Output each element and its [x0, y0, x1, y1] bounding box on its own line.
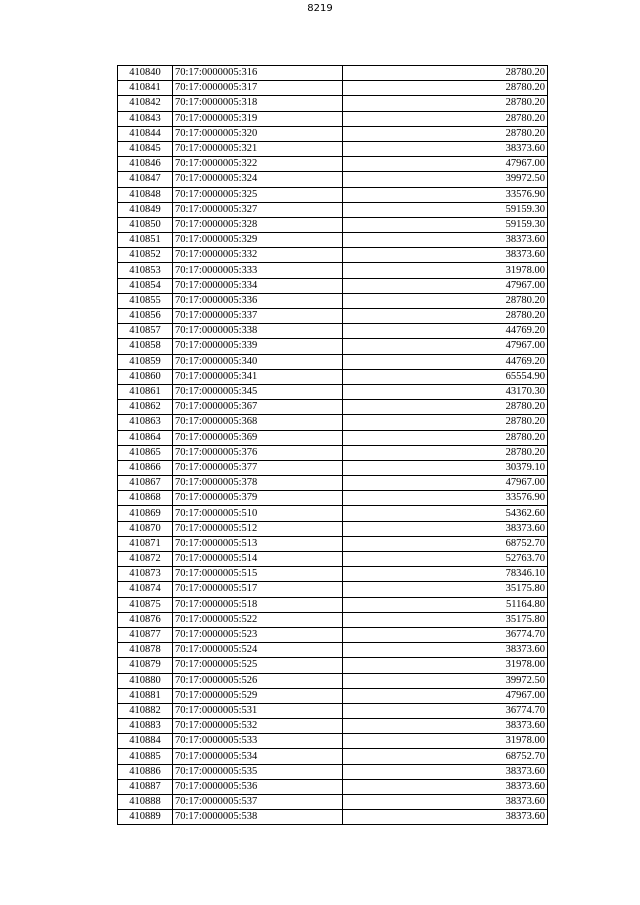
cadastral-number-cell: 70:17:0000005:337: [173, 309, 343, 324]
table-row: [118, 233, 548, 248]
cadastral-value-cell: 44769.20: [343, 354, 548, 369]
cadastral-value-cell: 38373.60: [343, 233, 548, 248]
row-number-cell: 410860: [118, 369, 173, 384]
cadastral-number-cell: 70:17:0000005:333: [173, 263, 343, 278]
row-number-cell: 410850: [118, 217, 173, 232]
table-row: [118, 172, 548, 187]
cadastral-number-cell: 70:17:0000005:340: [173, 354, 343, 369]
table-row: [118, 309, 548, 324]
cadastral-number-cell: 70:17:0000005:316: [173, 66, 343, 81]
table-row: [118, 157, 548, 172]
cadastral-value-cell: 38373.60: [343, 248, 548, 263]
table-row: [118, 536, 548, 551]
table-row: [118, 248, 548, 263]
cadastral-number-cell: 70:17:0000005:318: [173, 96, 343, 111]
table-row: [118, 415, 548, 430]
table-row: [118, 506, 548, 521]
table-row: [118, 202, 548, 217]
table-row: [118, 354, 548, 369]
table-row: [118, 597, 548, 612]
row-number-cell: 410846: [118, 157, 173, 172]
cadastral-value-cell: 54362.60: [343, 506, 548, 521]
row-number-cell: 410875: [118, 597, 173, 612]
cadastral-number-cell: 70:17:0000005:514: [173, 552, 343, 567]
row-number-cell: 410856: [118, 309, 173, 324]
row-number-cell: 410844: [118, 126, 173, 141]
cadastral-value-cell: 47967.00: [343, 157, 548, 172]
table-row: [118, 111, 548, 126]
row-number-cell: 410852: [118, 248, 173, 263]
row-number-cell: 410881: [118, 688, 173, 703]
cadastral-number-cell: 70:17:0000005:515: [173, 567, 343, 582]
cadastral-value-cell: 65554.90: [343, 369, 548, 384]
row-number-cell: 410866: [118, 460, 173, 475]
row-number-cell: 410879: [118, 658, 173, 673]
table-row: [118, 810, 548, 825]
cadastral-number-cell: 70:17:0000005:328: [173, 217, 343, 232]
cadastral-number-cell: 70:17:0000005:518: [173, 597, 343, 612]
table-row: [118, 126, 548, 141]
row-number-cell: 410870: [118, 521, 173, 536]
cadastral-number-cell: 70:17:0000005:526: [173, 673, 343, 688]
row-number-cell: 410848: [118, 187, 173, 202]
cadastral-number-cell: 70:17:0000005:538: [173, 810, 343, 825]
row-number-cell: 410874: [118, 582, 173, 597]
row-number-cell: 410869: [118, 506, 173, 521]
cadastral-value-cell: 44769.20: [343, 324, 548, 339]
cadastral-value-cell: 28780.20: [343, 293, 548, 308]
cadastral-value-cell: 30379.10: [343, 460, 548, 475]
table-row: [118, 658, 548, 673]
cadastral-number-cell: 70:17:0000005:322: [173, 157, 343, 172]
cadastral-number-cell: 70:17:0000005:531: [173, 703, 343, 718]
cadastral-number-cell: 70:17:0000005:517: [173, 582, 343, 597]
table-row: [118, 719, 548, 734]
table-row: [118, 460, 548, 475]
cadastral-value-cell: 38373.60: [343, 764, 548, 779]
cadastral-number-cell: 70:17:0000005:522: [173, 612, 343, 627]
cadastral-number-cell: 70:17:0000005:345: [173, 384, 343, 399]
cadastral-number-cell: 70:17:0000005:338: [173, 324, 343, 339]
cadastral-number-cell: 70:17:0000005:525: [173, 658, 343, 673]
row-number-cell: 410847: [118, 172, 173, 187]
table-row: [118, 673, 548, 688]
row-number-cell: 410887: [118, 779, 173, 794]
row-number-cell: 410863: [118, 415, 173, 430]
table-row: [118, 491, 548, 506]
cadastral-value-cell: 28780.20: [343, 111, 548, 126]
cadastral-number-cell: 70:17:0000005:327: [173, 202, 343, 217]
table-row: [118, 278, 548, 293]
cadastral-value-cell: 28780.20: [343, 415, 548, 430]
table-row: [118, 552, 548, 567]
cadastral-value-cell: 68752.70: [343, 536, 548, 551]
cadastral-value-cell: 33576.90: [343, 187, 548, 202]
cadastral-number-cell: 70:17:0000005:524: [173, 643, 343, 658]
cadastral-number-cell: 70:17:0000005:532: [173, 719, 343, 734]
row-number-cell: 410888: [118, 795, 173, 810]
table-row: [118, 141, 548, 156]
cadastral-number-cell: 70:17:0000005:367: [173, 400, 343, 415]
cadastral-number-cell: 70:17:0000005:320: [173, 126, 343, 141]
cadastral-value-cell: 59159.30: [343, 202, 548, 217]
row-number-cell: 410878: [118, 643, 173, 658]
cadastral-value-cell: 47967.00: [343, 476, 548, 491]
row-number-cell: 410872: [118, 552, 173, 567]
cadastral-number-cell: 70:17:0000005:369: [173, 430, 343, 445]
cadastral-value-cell: 28780.20: [343, 96, 548, 111]
table-row: [118, 627, 548, 642]
cadastral-value-cell: 28780.20: [343, 400, 548, 415]
row-number-cell: 410845: [118, 141, 173, 156]
cadastral-number-cell: 70:17:0000005:510: [173, 506, 343, 521]
cadastral-value-cell: 38373.60: [343, 141, 548, 156]
table-row: [118, 96, 548, 111]
cadastral-value-cell: 28780.20: [343, 445, 548, 460]
cadastral-value-cell: 38373.60: [343, 521, 548, 536]
row-number-cell: 410849: [118, 202, 173, 217]
table-row: [118, 445, 548, 460]
cadastral-number-cell: 70:17:0000005:536: [173, 779, 343, 794]
row-number-cell: 410862: [118, 400, 173, 415]
table-row: [118, 764, 548, 779]
table-row: [118, 567, 548, 582]
table-row: [118, 688, 548, 703]
table-row: [118, 293, 548, 308]
cadastral-number-cell: 70:17:0000005:321: [173, 141, 343, 156]
table-row: [118, 339, 548, 354]
cadastral-number-cell: 70:17:0000005:535: [173, 764, 343, 779]
table-row: [118, 81, 548, 96]
table-row: [118, 400, 548, 415]
cadastral-number-cell: 70:17:0000005:329: [173, 233, 343, 248]
cadastral-number-cell: 70:17:0000005:324: [173, 172, 343, 187]
cadastral-value-cell: 36774.70: [343, 627, 548, 642]
row-number-cell: 410857: [118, 324, 173, 339]
row-number-cell: 410882: [118, 703, 173, 718]
table-row: [118, 734, 548, 749]
row-number-cell: 410873: [118, 567, 173, 582]
row-number-cell: 410840: [118, 66, 173, 81]
row-number-cell: 410854: [118, 278, 173, 293]
page-number: 8219: [307, 3, 333, 14]
cadastral-value-cell: 35175.80: [343, 612, 548, 627]
table-row: [118, 263, 548, 278]
cadastral-value-cell: 38373.60: [343, 810, 548, 825]
cadastral-number-cell: 70:17:0000005:529: [173, 688, 343, 703]
cadastral-value-cell: 31978.00: [343, 658, 548, 673]
cadastral-value-cell: 28780.20: [343, 66, 548, 81]
cadastral-number-cell: 70:17:0000005:512: [173, 521, 343, 536]
row-number-cell: 410843: [118, 111, 173, 126]
row-number-cell: 410853: [118, 263, 173, 278]
cadastral-number-cell: 70:17:0000005:341: [173, 369, 343, 384]
row-number-cell: 410865: [118, 445, 173, 460]
cadastral-value-cell: 47967.00: [343, 278, 548, 293]
cadastral-number-cell: 70:17:0000005:534: [173, 749, 343, 764]
cadastral-number-cell: 70:17:0000005:379: [173, 491, 343, 506]
cadastral-number-cell: 70:17:0000005:332: [173, 248, 343, 263]
cadastral-number-cell: 70:17:0000005:336: [173, 293, 343, 308]
cadastral-value-cell: 28780.20: [343, 126, 548, 141]
cadastral-value-cell: 38373.60: [343, 779, 548, 794]
cadastral-number-cell: 70:17:0000005:523: [173, 627, 343, 642]
cadastral-value-cell: 59159.30: [343, 217, 548, 232]
row-number-cell: 410861: [118, 384, 173, 399]
table-row: [118, 643, 548, 658]
cadastral-number-cell: 70:17:0000005:319: [173, 111, 343, 126]
cadastral-value-cell: 78346.10: [343, 567, 548, 582]
cadastral-value-cell: 39972.50: [343, 673, 548, 688]
row-number-cell: 410889: [118, 810, 173, 825]
table-row: [118, 521, 548, 536]
cadastral-value-cell: 43170.30: [343, 384, 548, 399]
table-row: [118, 384, 548, 399]
row-number-cell: 410885: [118, 749, 173, 764]
row-number-cell: 410876: [118, 612, 173, 627]
cadastral-value-cell: 28780.20: [343, 430, 548, 445]
table-row: [118, 749, 548, 764]
cadastral-value-cell: 47967.00: [343, 339, 548, 354]
table-row: [118, 582, 548, 597]
row-number-cell: 410859: [118, 354, 173, 369]
cadastral-value-cell: 38373.60: [343, 719, 548, 734]
cadastral-value-cell: 28780.20: [343, 81, 548, 96]
row-number-cell: 410877: [118, 627, 173, 642]
cadastral-value-cell: 36774.70: [343, 703, 548, 718]
cadastral-number-cell: 70:17:0000005:334: [173, 278, 343, 293]
table-row: [118, 187, 548, 202]
row-number-cell: 410884: [118, 734, 173, 749]
cadastral-number-cell: 70:17:0000005:377: [173, 460, 343, 475]
cadastral-value-cell: 38373.60: [343, 643, 548, 658]
cadastral-number-cell: 70:17:0000005:368: [173, 415, 343, 430]
row-number-cell: 410886: [118, 764, 173, 779]
table-row: [118, 430, 548, 445]
table-row: [118, 795, 548, 810]
row-number-cell: 410841: [118, 81, 173, 96]
table-row: [118, 217, 548, 232]
cadastral-value-cell: 39972.50: [343, 172, 548, 187]
cadastral-number-cell: 70:17:0000005:376: [173, 445, 343, 460]
row-number-cell: 410842: [118, 96, 173, 111]
cadastral-value-cell: 51164.80: [343, 597, 548, 612]
table-row: [118, 369, 548, 384]
cadastral-value-table: [117, 65, 548, 825]
cadastral-value-cell: 68752.70: [343, 749, 548, 764]
row-number-cell: 410868: [118, 491, 173, 506]
row-number-cell: 410883: [118, 719, 173, 734]
cadastral-value-cell: 35175.80: [343, 582, 548, 597]
table-row: [118, 779, 548, 794]
cadastral-value-cell: 38373.60: [343, 795, 548, 810]
row-number-cell: 410864: [118, 430, 173, 445]
cadastral-number-cell: 70:17:0000005:339: [173, 339, 343, 354]
row-number-cell: 410858: [118, 339, 173, 354]
table-row: [118, 324, 548, 339]
cadastral-value-cell: 31978.00: [343, 263, 548, 278]
cadastral-value-cell: 31978.00: [343, 734, 548, 749]
cadastral-value-cell: 33576.90: [343, 491, 548, 506]
row-number-cell: 410851: [118, 233, 173, 248]
row-number-cell: 410871: [118, 536, 173, 551]
cadastral-number-cell: 70:17:0000005:513: [173, 536, 343, 551]
cadastral-value-cell: 52763.70: [343, 552, 548, 567]
cadastral-value-cell: 47967.00: [343, 688, 548, 703]
cadastral-number-cell: 70:17:0000005:533: [173, 734, 343, 749]
table-row: [118, 703, 548, 718]
table-row: [118, 476, 548, 491]
table-row: [118, 612, 548, 627]
cadastral-number-cell: 70:17:0000005:378: [173, 476, 343, 491]
row-number-cell: 410867: [118, 476, 173, 491]
table-body: [118, 66, 548, 825]
row-number-cell: 410855: [118, 293, 173, 308]
cadastral-number-cell: 70:17:0000005:325: [173, 187, 343, 202]
cadastral-number-cell: 70:17:0000005:537: [173, 795, 343, 810]
table-row: [118, 66, 548, 81]
cadastral-number-cell: 70:17:0000005:317: [173, 81, 343, 96]
row-number-cell: 410880: [118, 673, 173, 688]
cadastral-value-cell: 28780.20: [343, 309, 548, 324]
